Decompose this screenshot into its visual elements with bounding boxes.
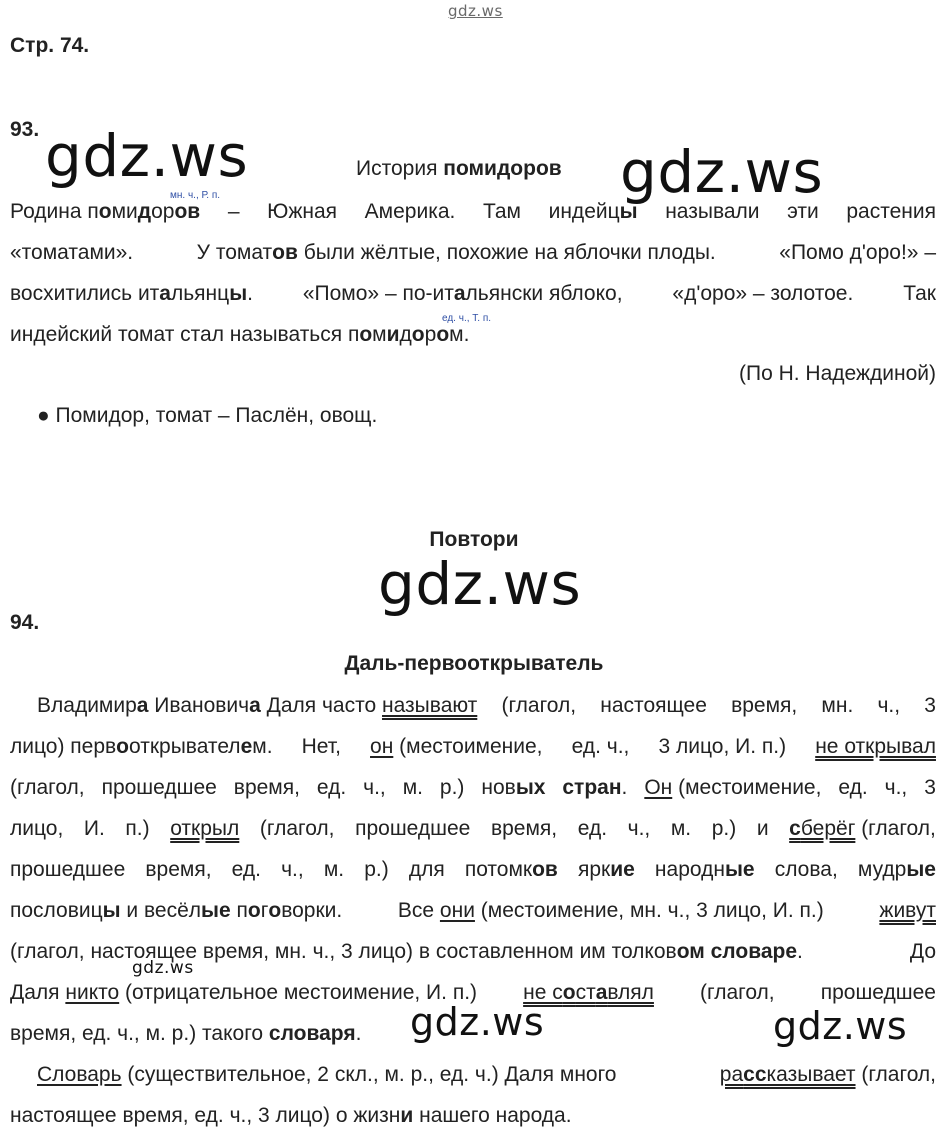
- grammar-note: мн. ч., Р. п.: [170, 190, 221, 201]
- paragraph-line: лицо, И. п.) открыл (глагол, прошедшее время, ед. ч., м. р.) и сберёг (глагол,: [10, 817, 936, 840]
- watermark: gdz.ws: [773, 1004, 908, 1048]
- paragraph-line: восхитились итальянцы. «Помо» – по-итальянски яблоко, «д'оро» – золотое. Так: [10, 282, 936, 305]
- watermark: gdz.ws: [410, 1000, 545, 1044]
- grammar-note: ед. ч., Т. п.: [442, 313, 492, 324]
- section-heading: Повтори: [429, 528, 519, 551]
- bullet-answer: ● Помидор, томат – Паслён, овощ.: [37, 404, 378, 427]
- watermark: gdz.ws: [45, 122, 249, 190]
- text-title: [356, 157, 562, 181]
- paragraph-line: (глагол, настоящее время, мн. ч., 3 лицо) в составленном им толковом словаре. До: [10, 940, 936, 963]
- attribution: (По Н. Надеждиной): [738, 362, 936, 385]
- text-title: Даль-первооткрыватель: [344, 652, 604, 675]
- title-plain: История: [356, 157, 444, 180]
- watermark: gdz.ws: [132, 958, 194, 978]
- paragraph-line: Даля никто (отрицательное местоимение, И. п.) не составлял (глагол, прошедшее: [10, 981, 936, 1004]
- paragraph-line: прошедшее время, ед. ч., м. р.) для потомков яркие народные слова, мудрые: [10, 858, 936, 881]
- paragraph-line: Родина помидоров – Южная Америка. Там индейцы называли эти растения: [10, 200, 936, 223]
- exercise-number: 94.: [10, 611, 40, 634]
- paragraph-line: время, ед. ч., м. р.) такого словаря.: [10, 1022, 362, 1045]
- paragraph-line: Словарь (существительное, 2 скл., м. р., ед. ч.) Даля много рассказывает (глагол,: [37, 1063, 936, 1086]
- watermark: gdz.ws: [620, 138, 824, 206]
- watermark: gdz.ws: [378, 550, 582, 618]
- paragraph-line: пословицы и весёлые поговорки. Все они (местоимение, мн. ч., 3 лицо, И. п.) живут: [10, 899, 936, 922]
- paragraph-line: индейский томат стал называться помидором.: [10, 323, 470, 346]
- paragraph-line: лицо) первооткрывателем. Нет, он (местоимение, ед. ч., 3 лицо, И. п.) не открывал: [10, 735, 936, 758]
- exercise-number: 93.: [10, 118, 40, 141]
- page-header: Стр. 74.: [10, 34, 90, 57]
- paragraph-line: (глагол, прошедшее время, ед. ч., м. р.) новых стран. Он (местоимение, ед. ч., 3: [10, 776, 936, 799]
- watermark-top: gdz.ws: [448, 2, 503, 20]
- title-bold: помидоров: [443, 157, 562, 180]
- paragraph-line: Владимира Ивановича Даля часто называют (глагол, настоящее время, мн. ч., 3: [37, 694, 936, 717]
- paragraph-line: «томатами». У томатов были жёлтые, похожие на яблочки плоды. «Помо д'оро!» –: [10, 241, 936, 264]
- paragraph-line: настоящее время, ед. ч., 3 лицо) о жизни нашего народа.: [10, 1104, 572, 1127]
